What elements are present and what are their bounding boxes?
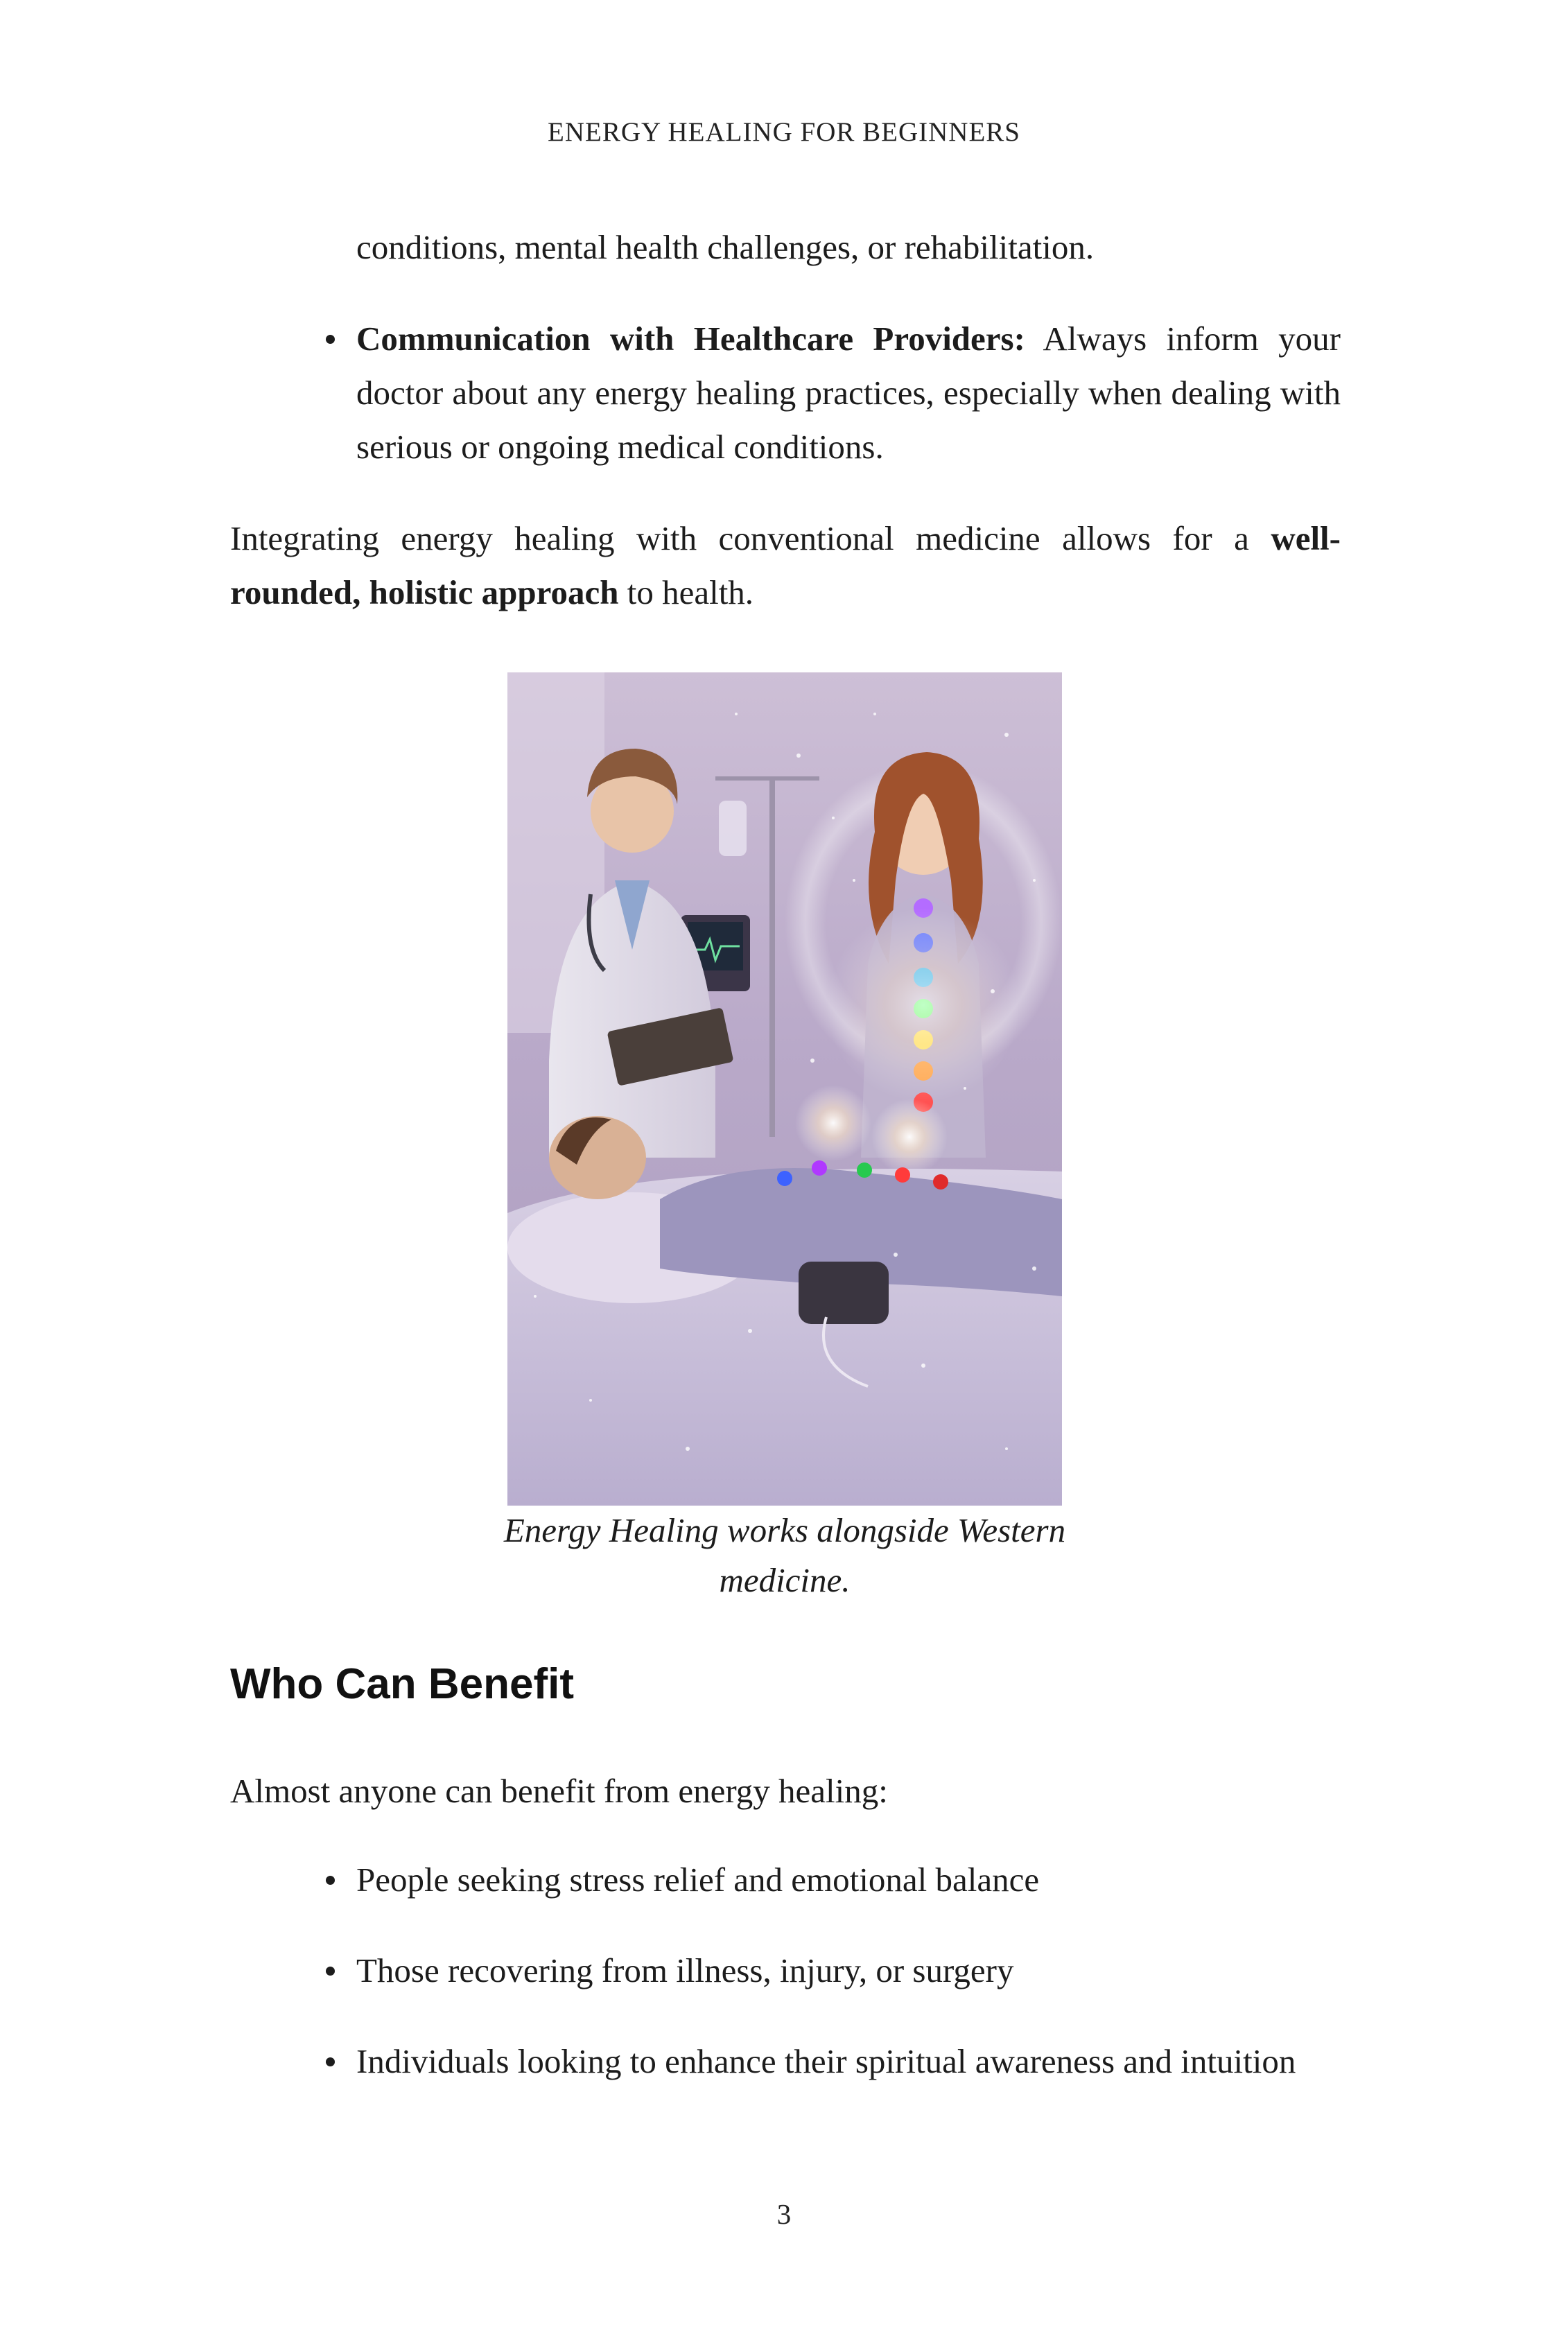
list-item bbox=[356, 2035, 1396, 2125]
integrating-text-before: Integrating energy healing with conventional medicine allows for a bbox=[230, 519, 1271, 557]
list-item-text: Individuals looking to enhance their spiritual awareness and intuition bbox=[356, 2042, 1296, 2080]
figure-caption: Energy Healing works alongside Western medicine. bbox=[503, 1511, 1066, 1599]
continuation-line: conditions, mental health challenges, or rehabilitation. bbox=[356, 228, 1095, 266]
integrating-paragraph bbox=[230, 512, 1341, 620]
bullet-communication-label: Communication with Healthcare Providers: bbox=[356, 320, 1025, 358]
integrating-text-after: to health. bbox=[618, 573, 754, 611]
bullet-dot bbox=[326, 1876, 335, 1885]
section-heading: Who Can Benefit bbox=[230, 1660, 574, 1708]
energy-healing-illustration bbox=[507, 672, 1062, 1506]
bullet-dot bbox=[326, 335, 335, 344]
benefit-list bbox=[356, 1853, 1396, 2125]
integrating-bold: well-rounded, holistic approach bbox=[230, 519, 1341, 611]
page-number: 3 bbox=[776, 2198, 792, 2230]
list-item-text: Those recovering from illness, injury, or surgery bbox=[356, 1951, 1014, 1989]
bullet-communication-text: Always inform your doctor about any energy healing practices, especially when dealing with serious or ongoing medical conditions. bbox=[356, 320, 1341, 466]
bullet-dot bbox=[326, 1967, 335, 1976]
bullet-dot bbox=[326, 2057, 335, 2066]
list-item bbox=[356, 1853, 1396, 1944]
bullet-communication bbox=[356, 312, 1341, 474]
running-header: ENERGY HEALING FOR BEGINNERS bbox=[548, 117, 1020, 147]
section-intro: Almost anyone can benefit from energy healing: bbox=[230, 1772, 888, 1810]
list-item bbox=[356, 1944, 1396, 2035]
list-item-text: People seeking stress relief and emotional balance bbox=[356, 1861, 1040, 1899]
